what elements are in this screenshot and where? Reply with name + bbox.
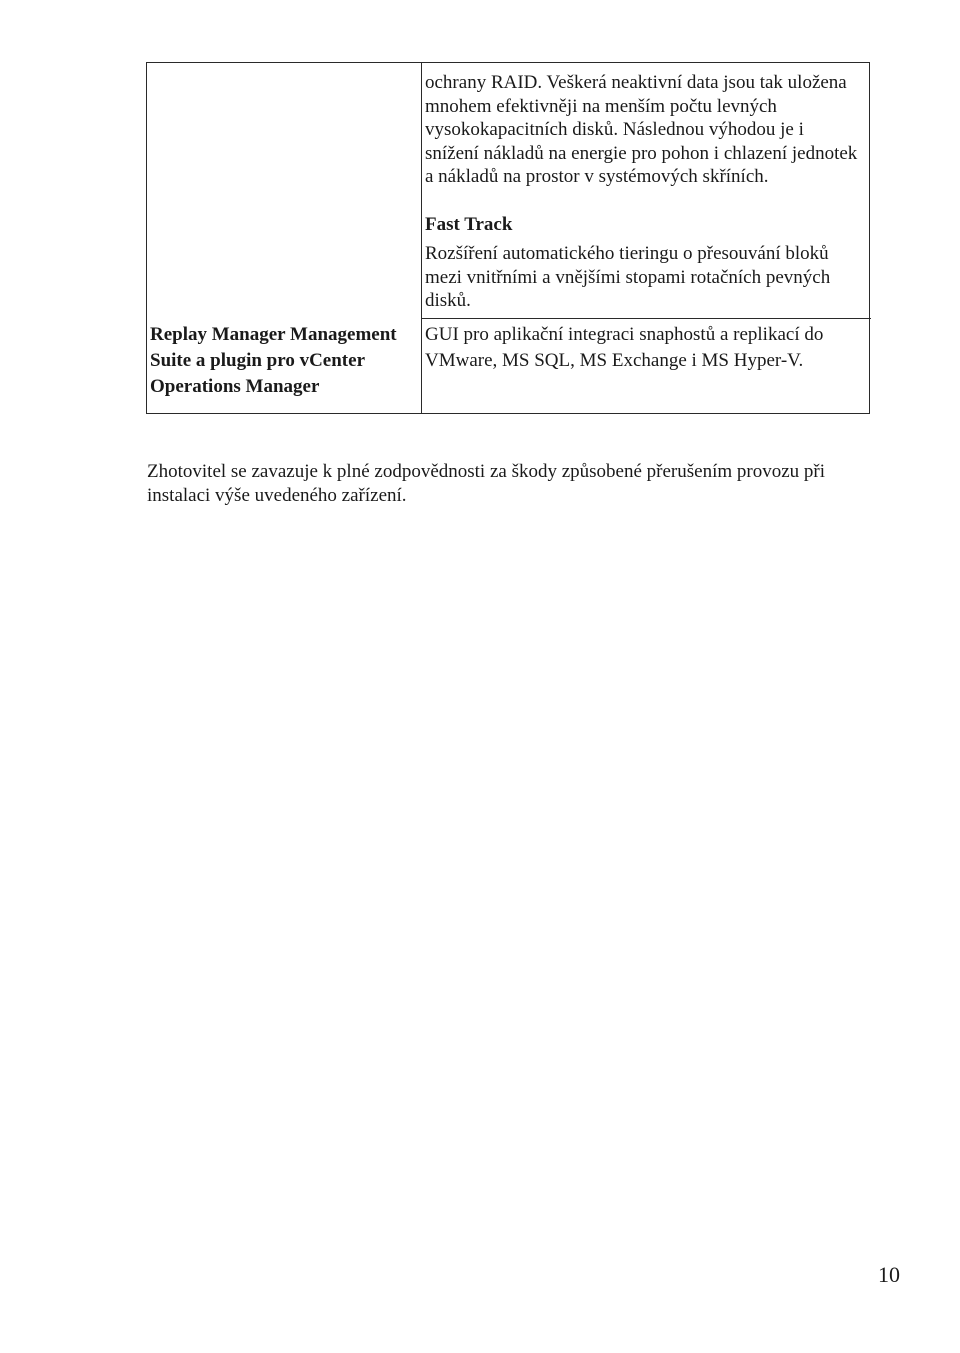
table-row-divider bbox=[421, 318, 871, 319]
fast-track-heading: Fast Track bbox=[425, 214, 513, 235]
raid-description bbox=[425, 71, 857, 189]
liability-paragraph bbox=[147, 460, 867, 507]
text-line: GUI pro aplikační integraci snaphostů a replikací do bbox=[425, 324, 824, 345]
text-line: VMware, MS SQL, MS Exchange i MS Hyper-V. bbox=[425, 350, 804, 371]
text-line: ochrany RAID. Veškerá neaktivní data jsou tak uložena bbox=[425, 72, 847, 93]
text-line: Operations Manager bbox=[150, 376, 320, 397]
text-line: a nákladů na prostor v systémových skříních. bbox=[425, 166, 769, 187]
text-line: Replay Manager Management bbox=[150, 324, 397, 345]
fast-track-description bbox=[425, 242, 830, 313]
text-line: mnohem efektivněji na menším počtu levných bbox=[425, 95, 777, 117]
text-line: Rozšíření automatického tieringu o přesouvání bloků bbox=[425, 243, 829, 264]
text-line: disků. bbox=[425, 290, 471, 311]
replay-manager-description bbox=[425, 322, 823, 374]
text-line: Zhotovitel se zavazuje k plné zodpovědnosti za škody způsobené přerušením provozu při bbox=[147, 461, 825, 482]
text-line: mezi vnitřními a vnějšími stopami rotačních pevných bbox=[425, 266, 831, 288]
text-line: snížení nákladů na energie pro pohon i chlazení jednotek bbox=[425, 142, 858, 164]
table-column-divider bbox=[421, 63, 422, 413]
page-number: 10 bbox=[878, 1262, 900, 1287]
replay-manager-label bbox=[150, 322, 397, 400]
text-line: Suite a plugin pro vCenter bbox=[150, 350, 366, 371]
text-line: instalaci výše uvedeného zařízení. bbox=[147, 484, 407, 506]
text-line: vysokokapacitních disků. Následnou výhodou je i bbox=[425, 119, 804, 140]
